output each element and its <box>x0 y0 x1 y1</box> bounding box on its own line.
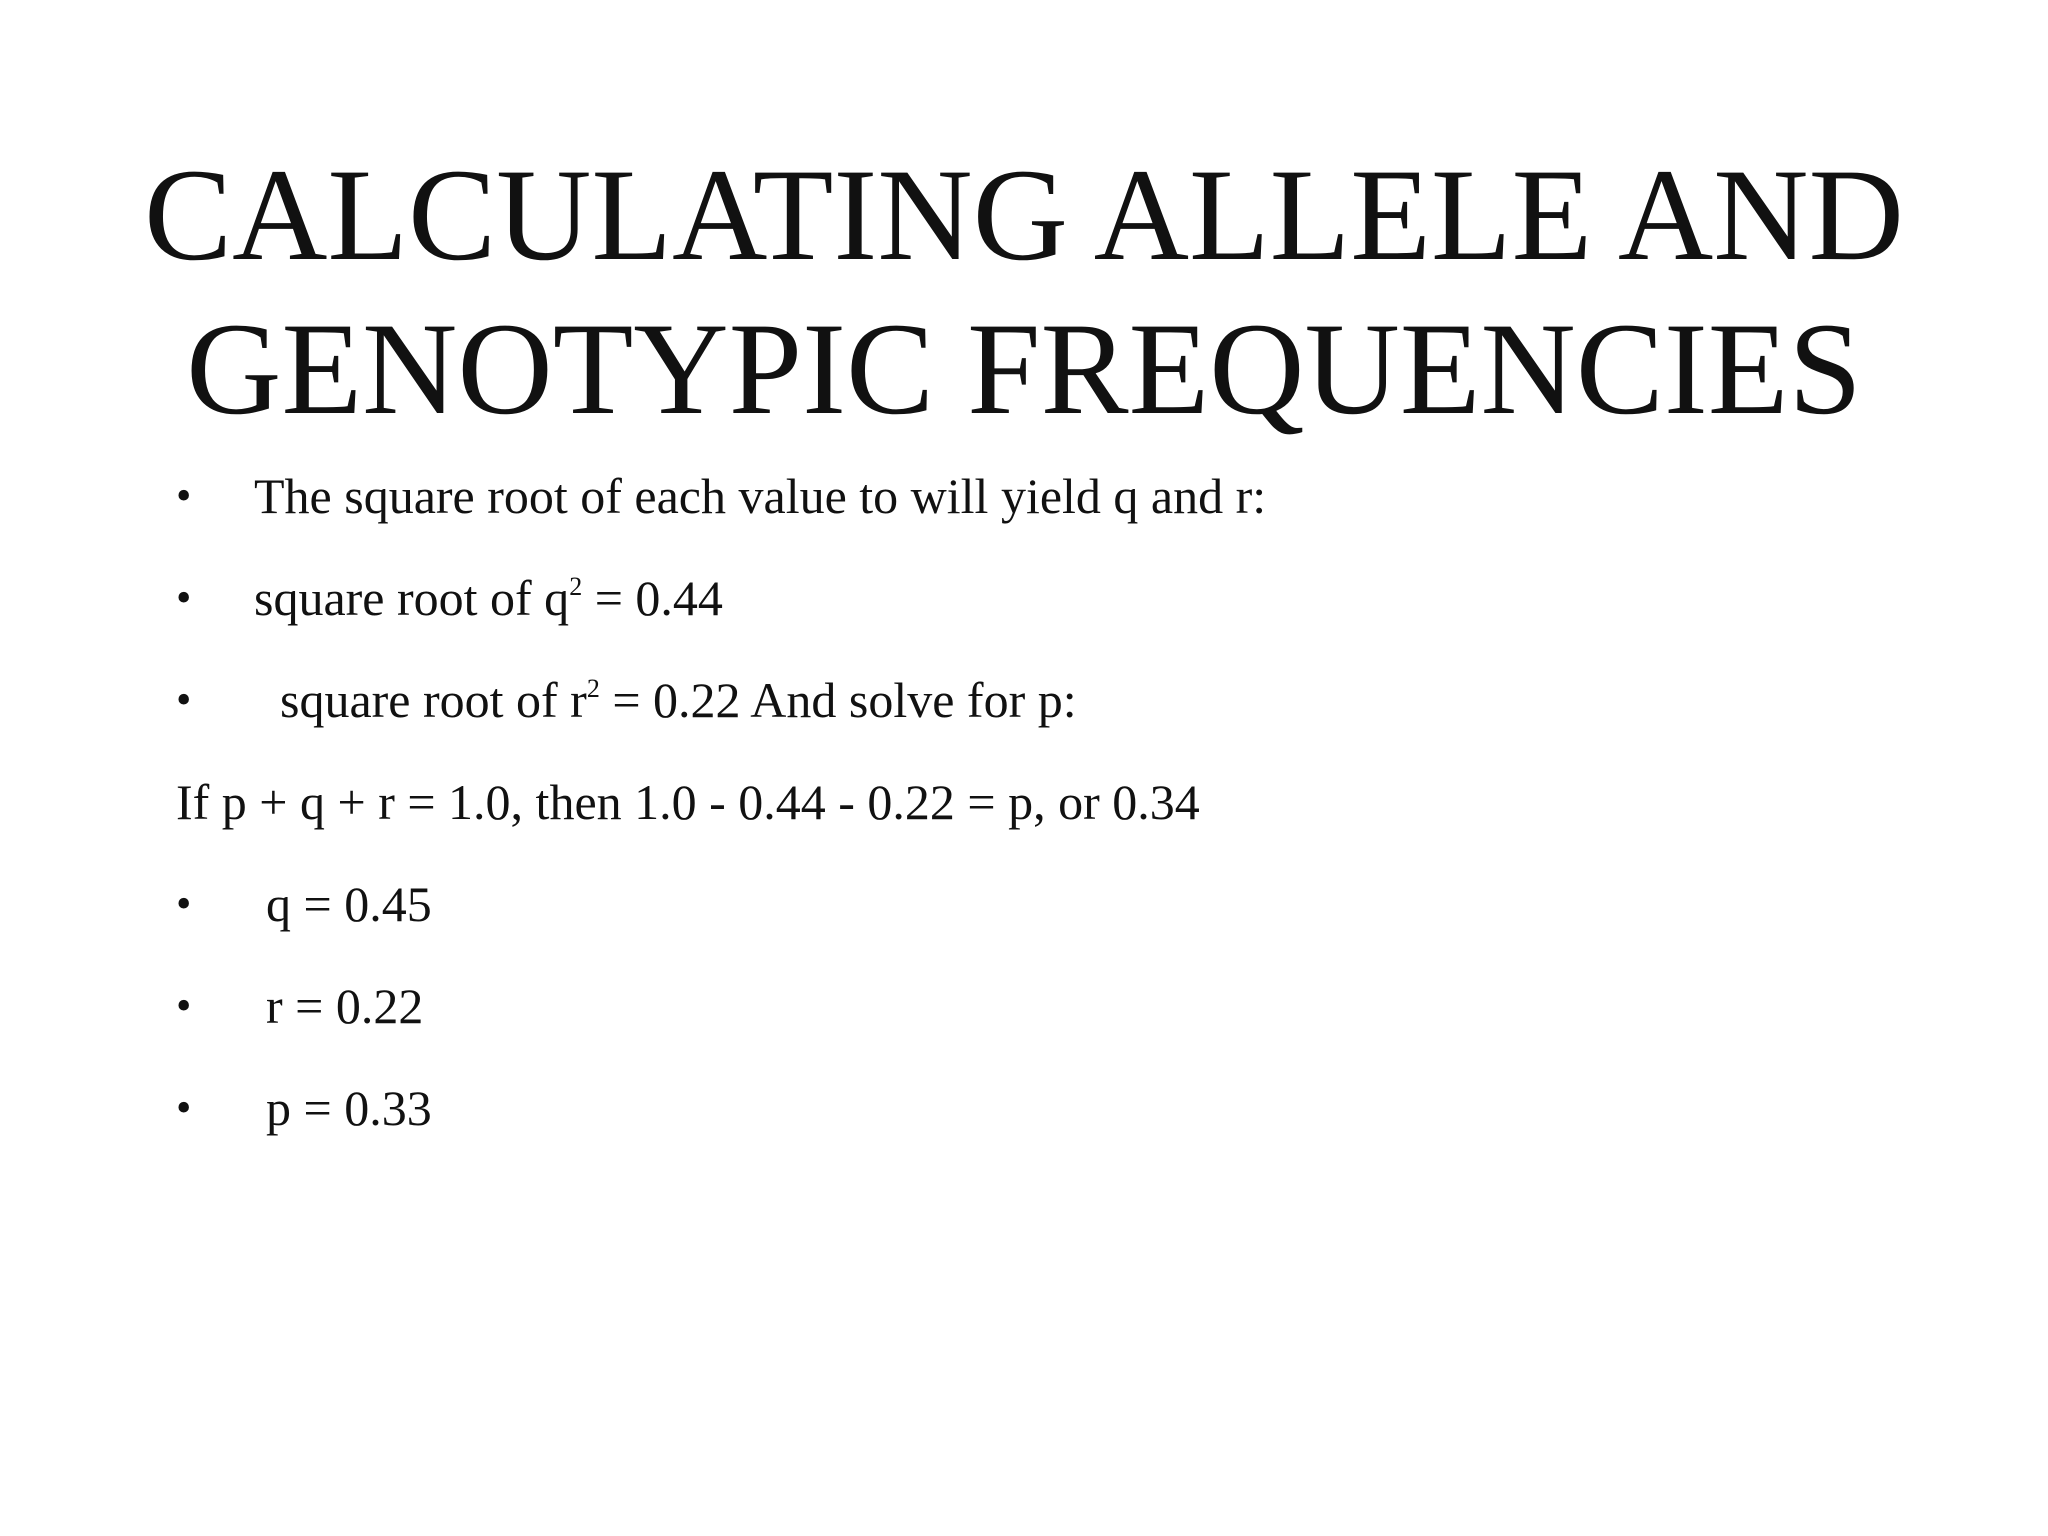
bullet-marker: • <box>176 573 192 622</box>
bullet-text-pre: square root of q <box>254 570 570 626</box>
bullet-text-post: = 0.44 <box>582 570 723 626</box>
bullet-marker: • <box>176 1083 192 1132</box>
slide-title-line-2: GENOTYPIC FREQUENCIES <box>186 295 1862 442</box>
bullet-marker: • <box>176 879 192 928</box>
bullet-text-post: = 0.22 And solve for p: <box>599 672 1077 728</box>
bullet-marker: • <box>176 471 192 520</box>
bullet-text: The square root of each value to will yield q and r: <box>254 468 1267 524</box>
slide-title-line-1: CALCULATING ALLELE AND <box>144 141 1904 288</box>
equation-text: If p + q + r = 1.0, then 1.0 - 0.44 - 0.22 = p, or 0.34 <box>176 774 1200 830</box>
bullet-marker: • <box>176 981 192 1030</box>
bullet-text <box>280 670 1077 730</box>
bullet-text: r = 0.22 <box>266 978 424 1034</box>
slide-title <box>0 138 2048 446</box>
bullet-text: q = 0.45 <box>266 876 432 932</box>
bullet-text: p = 0.33 <box>266 1080 432 1136</box>
bullet-text-pre: square root of r <box>280 672 587 728</box>
bullet-text <box>254 568 723 628</box>
superscript: 2 <box>569 572 583 601</box>
bullet-marker: • <box>176 675 192 724</box>
superscript: 2 <box>586 674 600 703</box>
